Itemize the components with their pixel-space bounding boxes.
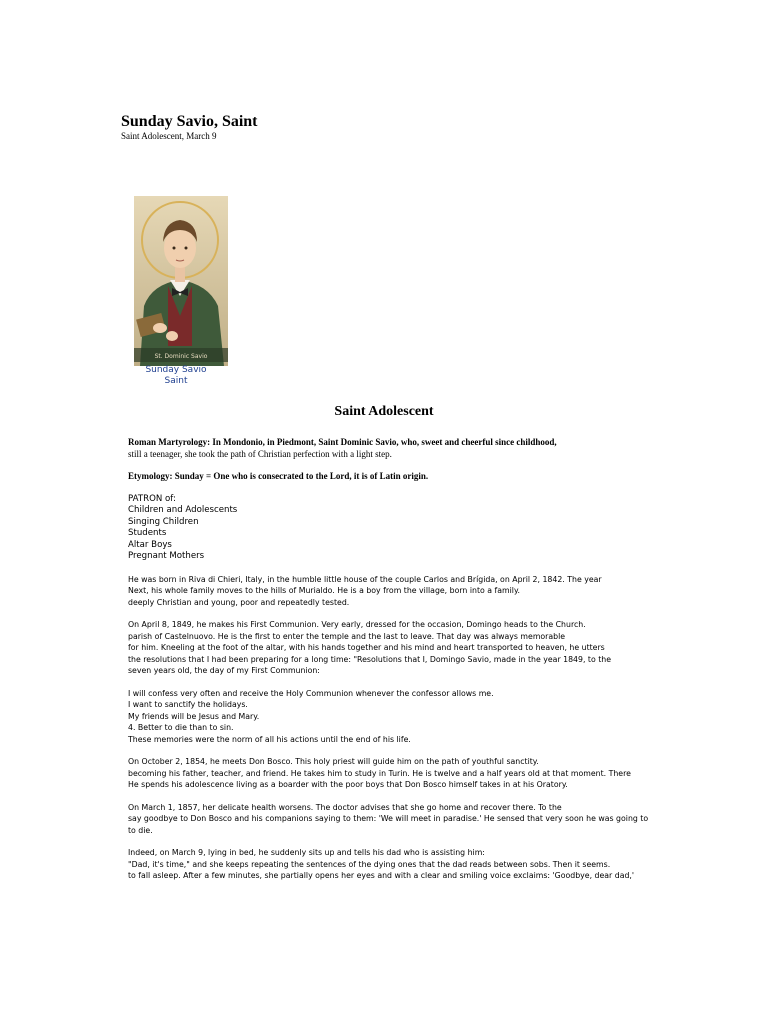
patron-item: Students [128, 528, 167, 538]
paragraph-line: Indeed, on March 9, lying in bed, he suddenly sits up and tells his dad who is assisting him: [128, 848, 485, 857]
patron-item: Pregnant Mothers [128, 551, 205, 561]
article-body [128, 437, 688, 882]
paragraph-line: "Dad, it's time," and she keeps repeating the sentences of the dying ones that the dad reads between sobs. Then it seems. [128, 859, 611, 869]
image-caption[interactable] [128, 365, 224, 387]
paragraph-line: parish of Castelnuovo. He is the first to enter the temple and the last to leave. That day was always memorable [128, 631, 566, 641]
paragraph-line: seven years old, the day of my First Communion: [128, 666, 320, 675]
paragraph-line: My friends will be Jesus and Mary. [128, 711, 260, 721]
paragraph-line: I will confess very often and receive the Holy Communion whenever the confessor allows me. [128, 688, 494, 698]
paragraph-line: On October 2, 1854, he meets Don Bosco. This holy priest will guide him on the path of youthful sanctity. [128, 757, 539, 766]
paragraph-line: On March 1, 1857, her delicate health worsens. The doctor advises that she go home and recover there. To the [128, 802, 562, 812]
patron-item: Altar Boys [128, 539, 172, 550]
paragraph-line: On April 8, 1849, he makes his First Communion. Very early, dressed for the occasion, Domingo heads to the Church. [128, 620, 586, 629]
paragraph-line: He spends his adolescence living as a boarder with the poor boys that Don Bosco himself takes in at his Oratory. [128, 780, 568, 789]
saint-portrait-icon [134, 196, 228, 366]
section-heading: Saint Adolescent [334, 404, 434, 419]
paragraph-line: to die. [128, 825, 153, 835]
saint-portrait-image [134, 196, 228, 366]
paragraph-line: Next, his whole family moves to the hills of Murialdo. He is a boy from the village, born into a family. [128, 586, 520, 595]
patron-heading: PATRON of: [128, 493, 176, 504]
page-subtitle: Saint Adolescent, March 9 [121, 131, 217, 141]
patron-item: Singing Children [128, 516, 199, 527]
paragraph-line: becoming his father, teacher, and friend. He takes him to study in Turin. He is twelve and a half years old at that moment. There [128, 768, 631, 778]
paragraph-line: These memories were the norm of all his actions until the end of his life. [128, 734, 411, 744]
paragraph-line: 4. Better to die than to sin. [128, 723, 234, 732]
paragraph-line: for him. Kneeling at the foot of the altar, with his hands together and his mind and heart transported to heaven, he utters [128, 643, 605, 652]
patron-item: Children and Adolescents [128, 505, 238, 515]
etymology-line: Etymology: Sunday = One who is consecrated to the Lord, it is of Latin origin. [128, 471, 429, 481]
martyrology-line: still a teenager, she took the path of Christian perfection with a light step. [128, 448, 392, 459]
caption-name: Sunday Savio [145, 365, 207, 375]
paragraph-line: deeply Christian and young, poor and repeatedly tested. [128, 597, 350, 607]
paragraph-line: the resolutions that I had been preparing for a long time: "Resolutions that I, Domingo Savio, made in the year 1849, to the [128, 654, 612, 664]
martyrology-line: Roman Martyrology: In Mondonio, in Piedmont, Saint Dominic Savio, who, sweet and cheerful since childhood, [128, 437, 557, 447]
paragraph-line: He was born in Riva di Chieri, Italy, in the humble little house of the couple Carlos and Brígida, on April 2, 1842. The year [128, 574, 602, 584]
paragraph-line: to fall asleep. After a few minutes, she partially opens her eyes and with a clear and smiling voice exclaims: 'Goodbye, dear dad,' [128, 871, 635, 880]
caption-title: Saint [164, 376, 188, 386]
portrait-card-label: St. Dominic Savio [154, 353, 208, 360]
paragraph-line: I want to sanctify the holidays. [128, 700, 248, 709]
paragraph-line: say goodbye to Don Bosco and his companions saying to them: 'We will meet in paradise.' He sensed that very soon he was going to [128, 814, 649, 823]
page-title: Sunday Savio, Saint [121, 113, 258, 130]
